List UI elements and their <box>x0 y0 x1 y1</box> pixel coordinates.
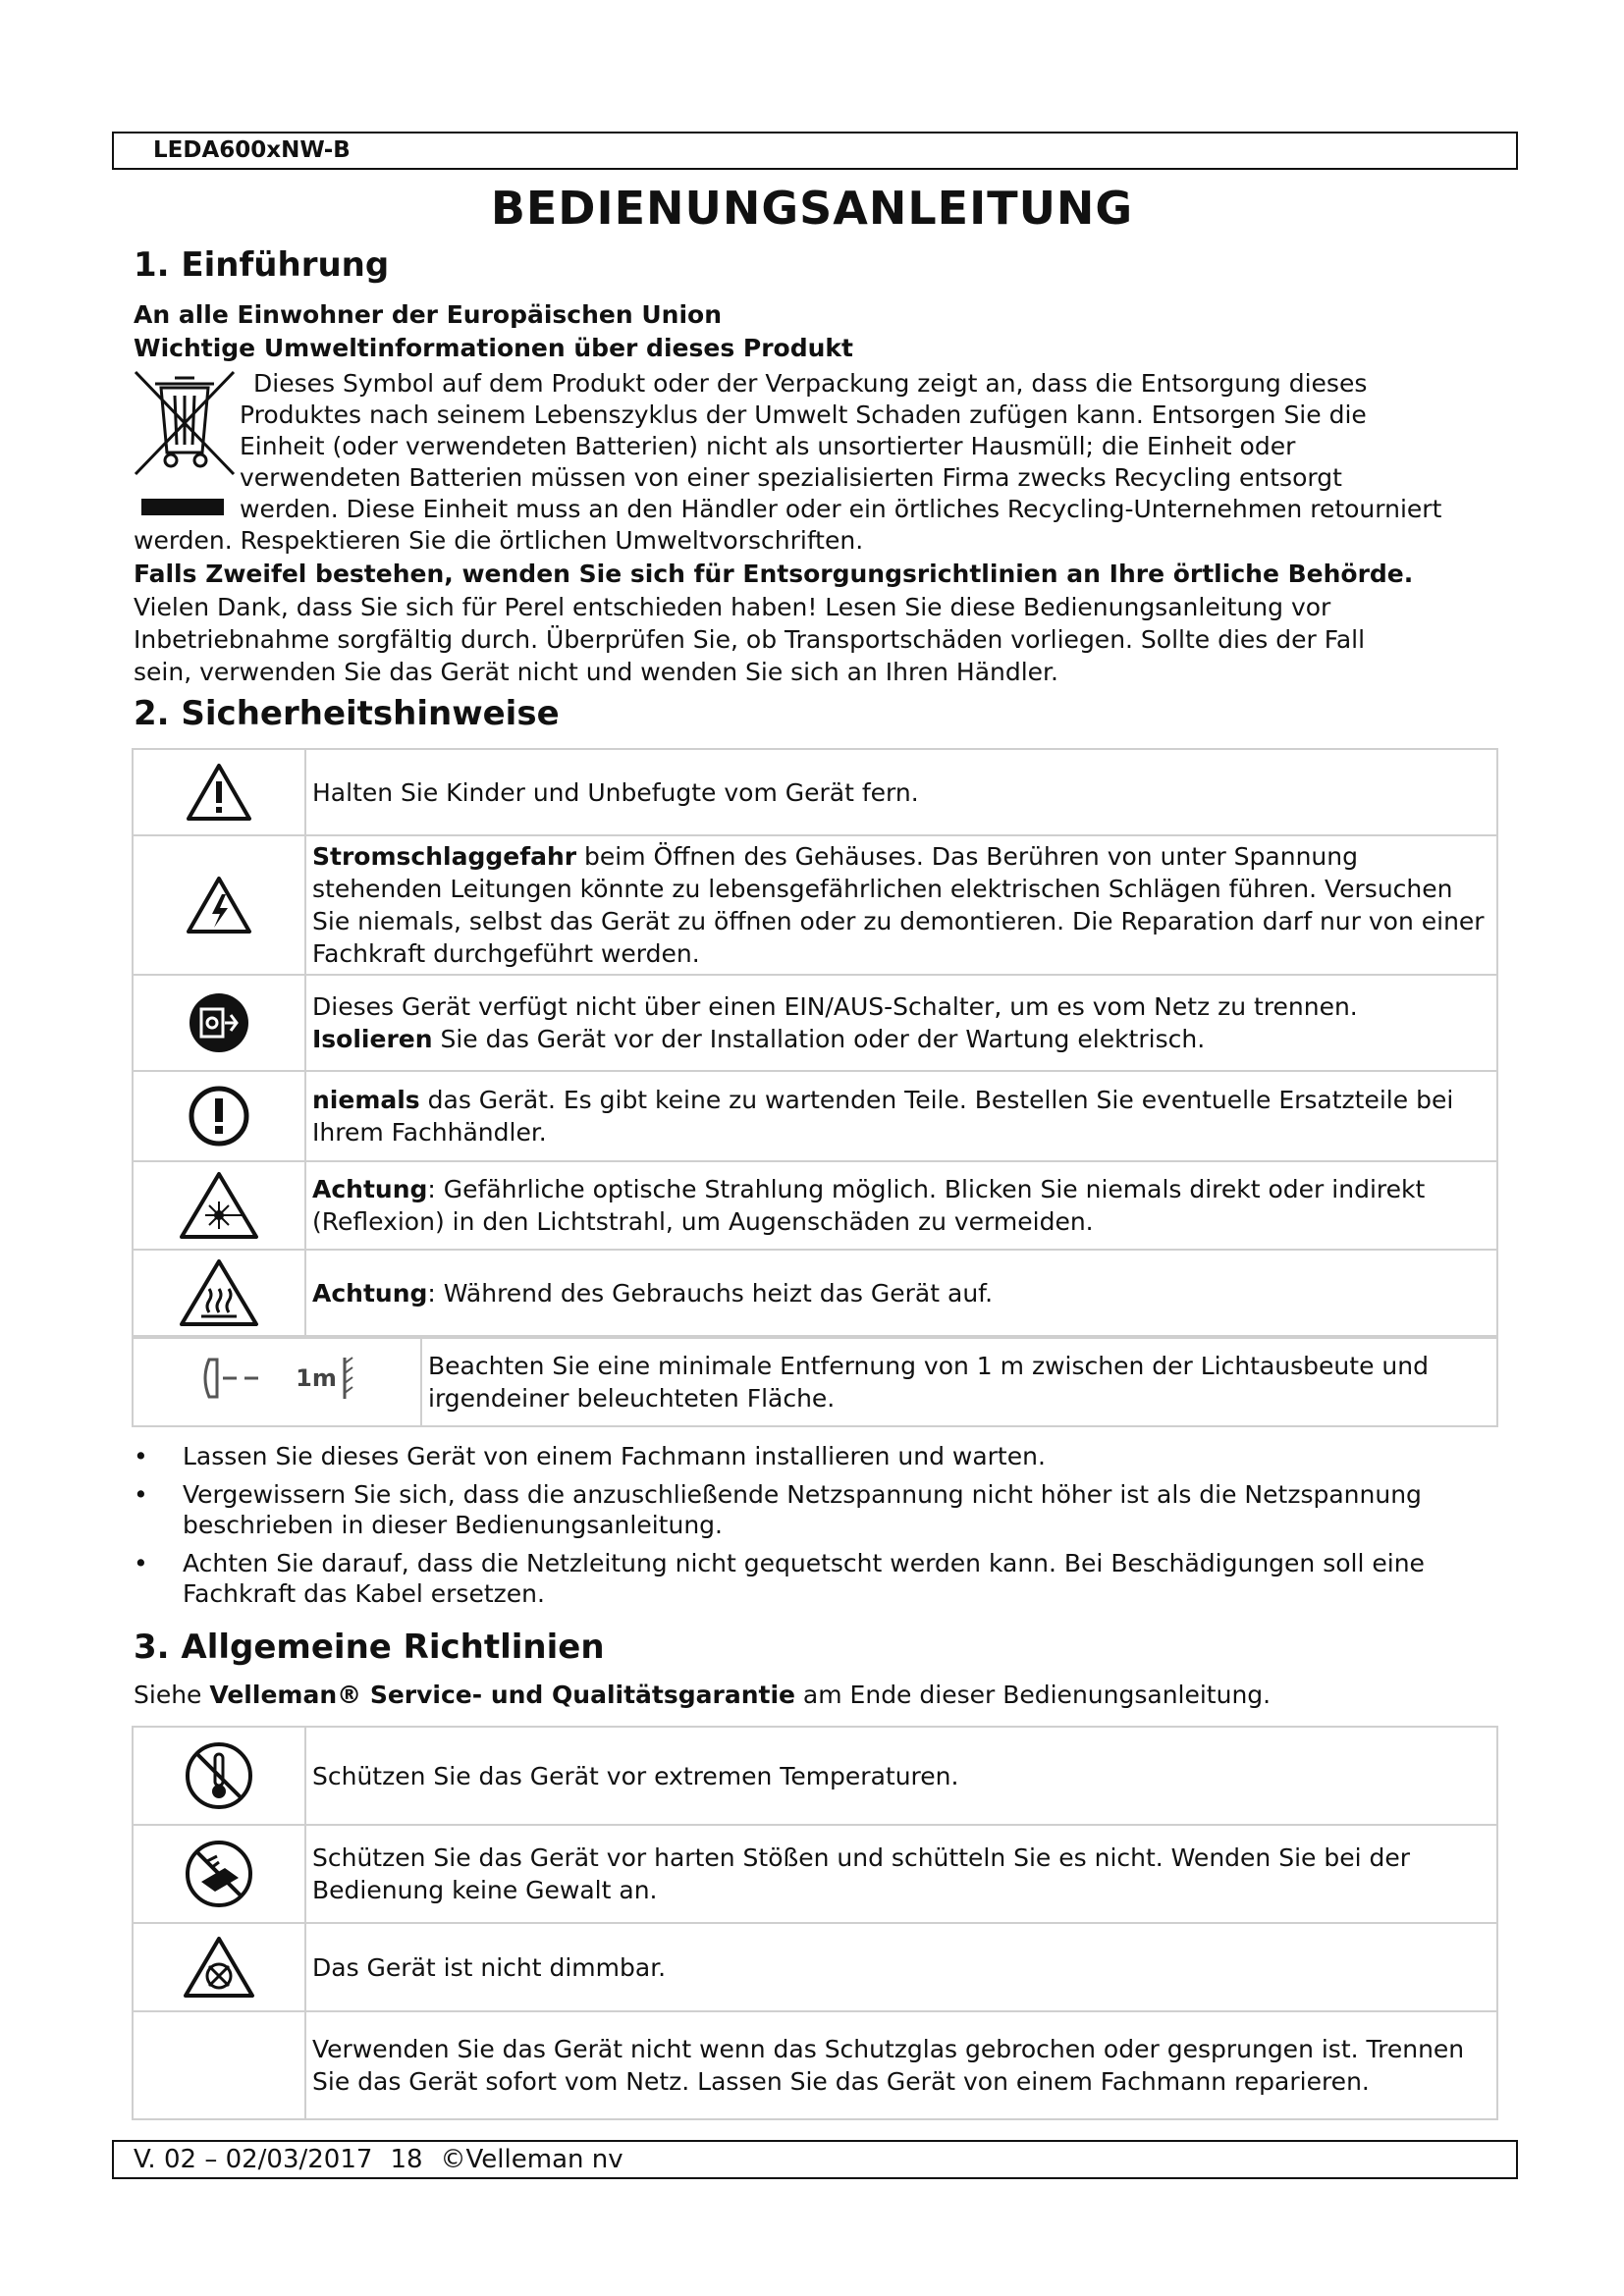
electric-shock-icon <box>185 875 253 935</box>
safety-bold: Stromschlaggefahr <box>312 842 577 871</box>
safety-row <box>133 1161 1497 1250</box>
thanks-line-1: Vielen Dank, dass Sie sich für Perel entschieden haben! Lesen Sie diese Bedienungsanleitung vor <box>134 593 1331 621</box>
safety-bold: Achtung <box>312 1175 428 1203</box>
guidelines-table <box>132 1726 1498 2120</box>
safety-row <box>133 1250 1497 1336</box>
document-header <box>112 132 1518 170</box>
safety-bold: Isolieren <box>312 1025 433 1053</box>
laser-warning-icon <box>178 1170 260 1241</box>
guideline-text: Das Gerät ist nicht dimmbar. <box>312 1952 667 1982</box>
minimum-distance-icon <box>197 1354 356 1403</box>
list-item: • Lassen Sie dieses Gerät von einem Fachmann installieren und warten. <box>134 1442 1046 1470</box>
no-extreme-temperature-icon <box>184 1740 254 1811</box>
distance-table <box>132 1337 1498 1427</box>
weee-text-line-2: Produktes nach seinem Lebenszyklus der Umwelt Schaden zufügen kann. Entsorgen Sie die <box>240 400 1367 429</box>
page-number: 18 <box>390 2145 423 2174</box>
not-dimmable-icon <box>182 1935 256 2000</box>
safety-text-2: Sie das Gerät vor der Installation oder der Wartung elektrisch. <box>432 1025 1206 1053</box>
guideline-text: Schützen Sie das Gerät vor extremen Temperaturen. <box>312 1761 959 1790</box>
safety-bullet-list <box>134 1441 1498 1617</box>
weee-text-line-4: verwendeten Batterien müssen von einer spezialisierten Firma zwecks Recycling entsorgt <box>240 463 1342 492</box>
attention-circle-icon <box>188 1085 250 1148</box>
safety-row <box>133 749 1497 835</box>
disposal-note: Falls Zweifel bestehen, wenden Sie sich für Entsorgungsrichtlinien an Ihre örtliche Behörde. <box>134 560 1414 588</box>
distance-label: 1m <box>296 1363 337 1392</box>
thanks-line-3: sein, verwenden Sie das Gerät nicht und wenden Sie sich an Ihren Händler. <box>134 658 1058 686</box>
bullet-text: Vergewissern Sie sich, dass die anzuschließende Netzspannung nicht höher ist als die Netzspannung beschrieben in dieser Bedienungsanleitung. <box>183 1480 1422 1539</box>
document-footer <box>112 2140 1518 2179</box>
safety-text: Halten Sie Kinder und Unbefugte vom Gerät fern. <box>312 777 919 807</box>
no-shock-icon <box>184 1839 254 1909</box>
safety-bold: Achtung <box>312 1278 428 1308</box>
warning-triangle-icon <box>185 762 253 823</box>
weee-text-line-3: Einheit (oder verwendeten Batterien) nicht als unsortierter Hausmüll; die Einheit oder <box>240 432 1296 460</box>
safety-table <box>132 748 1498 1337</box>
disconnect-mains-icon <box>188 991 250 1054</box>
section-2-heading: 2. Sicherheitshinweise <box>134 694 560 733</box>
safety-row <box>133 835 1497 975</box>
safety-row <box>133 1071 1497 1161</box>
section-1-subheading-env: Wichtige Umweltinformationen über dieses Produkt <box>134 334 853 362</box>
page-title: BEDIENUNGSANLEITUNG <box>490 182 1134 235</box>
weee-text-tail: werden. Respektieren Sie die örtlichen Umweltvorschriften. <box>134 526 864 555</box>
weee-text-line-1: Dieses Symbol auf dem Produkt oder der Verpackung zeigt an, dass die Entsorgung dieses <box>253 369 1368 398</box>
safety-text: das Gerät. Es gibt keine zu wartenden Teile. Bestellen Sie eventuelle Ersatzteile bei Ihrem Fachhändler. <box>312 1086 1454 1147</box>
bullet-text: Achten Sie darauf, dass die Netzleitung nicht gequetscht werden kann. Bei Beschädigungen soll eine Fachkraft das Kabel ersetzen. <box>183 1549 1425 1608</box>
guideline-row <box>133 2011 1497 2119</box>
safety-text: : Gefährliche optische Strahlung möglich. Blicken Sie niemals direkt oder indirekt (Reflexion) in den Lichtstrahl, um Augenschäden zu vermeiden. <box>312 1175 1426 1236</box>
model-number: LEDA600xNW-B <box>153 137 351 163</box>
thanks-line-2: Inbetriebnahme sorgfältig durch. Überprüfen Sie, ob Transportschäden vorliegen. Sollte dies der Fall <box>134 625 1366 654</box>
weee-crossed-bin-icon <box>132 366 238 478</box>
safety-text: beim Öffnen des Gehäuses. Das Berühren von unter Spannung stehenden Leitungen könnte zu lebensgefährlichen elektrischen Schlägen führen. Versuchen Sie niemals, selbst das Gerät zu öffnen oder zu demontieren. Die Reparation darf nur von einer Fachkraft durchgeführt werden. <box>312 842 1485 968</box>
section-1-subheading-eu: An alle Einwohner der Europäischen Union <box>134 300 723 329</box>
copyright: ©Velleman nv <box>440 2145 623 2174</box>
list-item: • Achten Sie darauf, dass die Netzleitung nicht gequetscht werden kann. Bei Beschädigungen soll eine Fachkraft das Kabel ersetzen. <box>134 1549 1425 1608</box>
safety-text: Beachten Sie eine minimale Entfernung von 1 m zwischen der Lichtausbeute und irgendeiner beleuchteten Fläche. <box>428 1352 1429 1413</box>
section-3-intro <box>134 1679 1271 1711</box>
intro-pre: Siehe <box>134 1681 210 1709</box>
intro-post: am Ende dieser Bedienungsanleitung. <box>794 1681 1272 1709</box>
safety-row <box>133 1338 1497 1426</box>
guideline-text: Schützen Sie das Gerät vor harten Stößen und schütteln Sie es nicht. Wenden Sie bei der Bedienung keine Gewalt an. <box>312 1843 1411 1904</box>
surface-hatch-icon <box>337 1354 356 1403</box>
weee-black-bar <box>141 499 224 515</box>
list-item: • Vergewissern Sie sich, dass die anzuschließende Netzspannung nicht höher ist als die Netzspannung beschrieben in dieser Bedienungsanleitung. <box>134 1480 1422 1539</box>
section-3-heading: 3. Allgemeine Richtlinien <box>134 1628 605 1667</box>
safety-text: : Während des Gebrauchs heizt das Gerät auf. <box>427 1278 994 1308</box>
safety-text: Dieses Gerät verfügt nicht über einen EIN/AUS-Schalter, um es vom Netz zu trennen. <box>312 992 1358 1021</box>
hot-surface-icon <box>178 1257 260 1328</box>
guideline-text: Verwenden Sie das Gerät nicht wenn das Schutzglas gebrochen oder gesprungen ist. Trennen Sie das Gerät sofort vom Netz. Lassen Sie das Gerät von einem Fachmann reparieren. <box>312 2035 1465 2096</box>
guideline-row <box>133 1727 1497 1825</box>
guideline-row <box>133 1923 1497 2011</box>
bullet-text: Lassen Sie dieses Gerät von einem Fachmann installieren und warten. <box>183 1442 1046 1470</box>
weee-text-line-5: werden. Diese Einheit muss an den Händler oder ein örtliches Recycling-Unternehmen retourniert <box>240 495 1442 523</box>
version-date: V. 02 – 02/03/2017 <box>134 2145 373 2174</box>
section-1-heading: 1. Einführung <box>134 245 390 285</box>
lamp-distance-icon <box>197 1354 296 1403</box>
guideline-row <box>133 1825 1497 1923</box>
intro-bold: Velleman® Service- und Qualitätsgarantie <box>209 1681 795 1709</box>
safety-bold: niemals <box>312 1086 420 1114</box>
safety-row <box>133 975 1497 1071</box>
